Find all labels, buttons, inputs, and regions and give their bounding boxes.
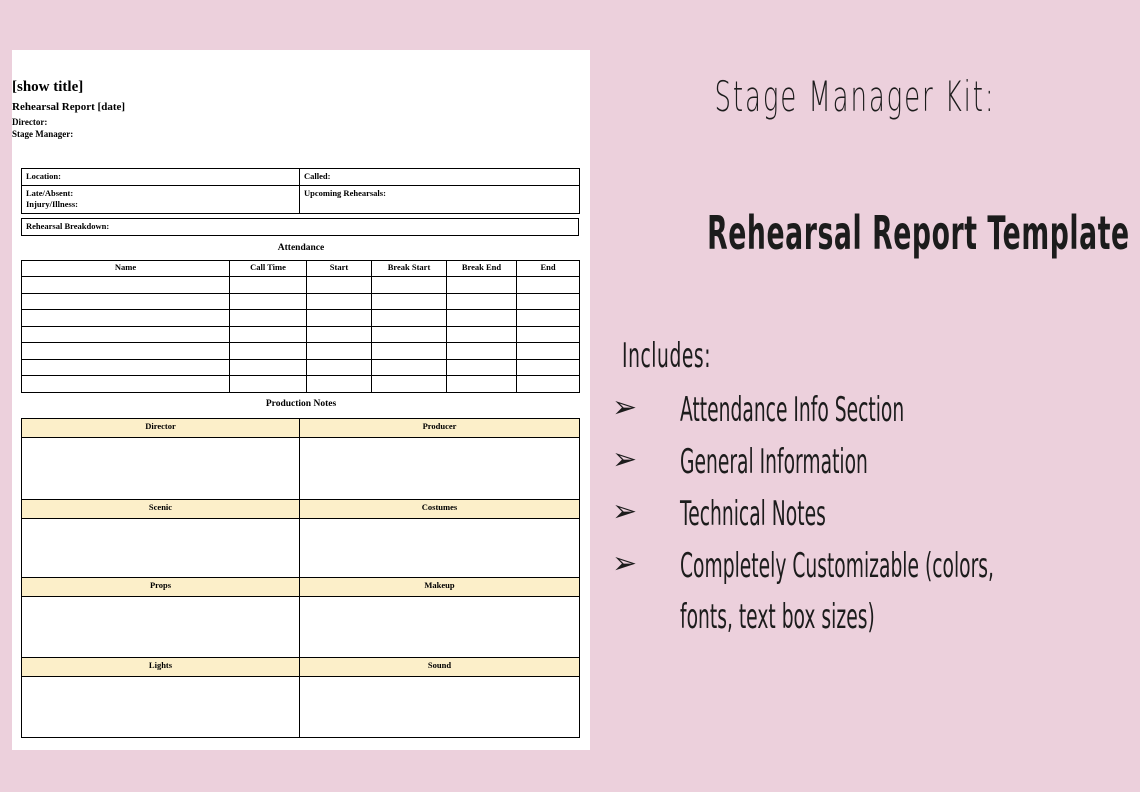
attendance-cell (517, 326, 580, 343)
notes-area-makeup (300, 597, 580, 658)
attendance-cell (22, 359, 230, 376)
attendance-col-start: Start (307, 261, 372, 277)
notes-header-producer: Producer (300, 419, 580, 438)
attendance-table (21, 260, 580, 393)
injury-illness-label: Injury/Illness: (26, 199, 78, 209)
breakdown-table (21, 218, 579, 236)
breakdown-cell: Rehearsal Breakdown: (22, 219, 579, 236)
attendance-cell (447, 277, 517, 294)
arrow-bullet-icon: ➢ (612, 443, 638, 476)
notes-header-scenic: Scenic (22, 500, 300, 519)
attendance-row (22, 293, 580, 310)
notes-area-scenic (22, 519, 300, 578)
attendance-cell (372, 359, 447, 376)
upcoming-rehearsals-cell: Upcoming Rehearsals: (300, 186, 580, 214)
notes-header-lights: Lights (22, 658, 300, 677)
attendance-cell (517, 277, 580, 294)
notes-area-lights (22, 677, 300, 738)
report-date-line: Rehearsal Report [date] (12, 101, 126, 113)
attendance-cell (447, 343, 517, 360)
attendance-cell (22, 277, 230, 294)
attendance-col-break-start: Break Start (372, 261, 447, 277)
notes-header-props: Props (22, 578, 300, 597)
attendance-cell (372, 376, 447, 393)
attendance-cell (447, 310, 517, 327)
includes-item-text: Completely Customizable (colors, (680, 546, 994, 586)
attendance-row (22, 326, 580, 343)
attendance-col-break-end: Break End (447, 261, 517, 277)
attendance-cell (230, 326, 307, 343)
attendance-cell (230, 359, 307, 376)
kit-title: Stage Manager Kit: (714, 72, 996, 121)
attendance-cell (517, 343, 580, 360)
attendance-cell (307, 310, 372, 327)
stage-manager-line: Stage Manager: (12, 129, 74, 139)
attendance-cell (230, 376, 307, 393)
attendance-title: Attendance (277, 243, 325, 253)
notes-header-director: Director (22, 419, 300, 438)
attendance-cell (230, 277, 307, 294)
attendance-cell (230, 310, 307, 327)
attendance-cell (307, 343, 372, 360)
notes-header-costumes: Costumes (300, 500, 580, 519)
attendance-cell (372, 310, 447, 327)
notes-area-director (22, 438, 300, 500)
late-absent-cell (22, 186, 300, 214)
attendance-row (22, 310, 580, 327)
arrow-bullet-icon: ➢ (612, 495, 638, 528)
show-title: [show title] (12, 79, 84, 95)
attendance-row (22, 343, 580, 360)
attendance-cell (517, 359, 580, 376)
attendance-cell (307, 376, 372, 393)
attendance-col-call-time: Call Time (230, 261, 307, 277)
late-absent-label: Late/Absent: (26, 188, 74, 198)
attendance-cell (517, 376, 580, 393)
notes-area-sound (300, 677, 580, 738)
template-title: Rehearsal Report Template (707, 206, 1130, 260)
attendance-cell (517, 293, 580, 310)
called-cell: Called: (300, 169, 580, 186)
arrow-bullet-icon: ➢ (612, 547, 638, 580)
attendance-cell (22, 310, 230, 327)
info-table (21, 168, 580, 214)
includes-label: Includes: (622, 336, 712, 376)
director-line: Director: (12, 117, 48, 127)
attendance-cell (372, 293, 447, 310)
notes-header-makeup: Makeup (300, 578, 580, 597)
attendance-col-end: End (517, 261, 580, 277)
report-page (12, 50, 590, 750)
attendance-cell (307, 359, 372, 376)
attendance-row (22, 376, 580, 393)
notes-area-costumes (300, 519, 580, 578)
production-notes-table (21, 418, 580, 738)
production-notes-title: Production Notes (265, 399, 337, 409)
attendance-cell (230, 343, 307, 360)
notes-header-sound: Sound (300, 658, 580, 677)
attendance-cell (372, 277, 447, 294)
notes-area-props (22, 597, 300, 658)
includes-item-text: Technical Notes (680, 494, 826, 534)
includes-item-text: Attendance Info Section (680, 390, 905, 430)
notes-area-producer (300, 438, 580, 500)
attendance-cell (307, 277, 372, 294)
attendance-cell (447, 376, 517, 393)
attendance-cell (447, 293, 517, 310)
includes-item-text: General Information (680, 442, 868, 482)
attendance-row (22, 277, 580, 294)
attendance-cell (22, 326, 230, 343)
attendance-col-name: Name (22, 261, 230, 277)
attendance-cell (447, 359, 517, 376)
attendance-cell (372, 343, 447, 360)
attendance-cell (22, 343, 230, 360)
location-cell: Location: (22, 169, 300, 186)
attendance-cell (447, 326, 517, 343)
attendance-cell (230, 293, 307, 310)
attendance-cell (372, 326, 447, 343)
attendance-cell (517, 310, 580, 327)
attendance-cell (307, 326, 372, 343)
includes-item-text: fonts, text box sizes) (680, 597, 875, 637)
arrow-bullet-icon: ➢ (612, 391, 638, 424)
attendance-cell (22, 293, 230, 310)
attendance-cell (307, 293, 372, 310)
attendance-cell (22, 376, 230, 393)
attendance-row (22, 359, 580, 376)
